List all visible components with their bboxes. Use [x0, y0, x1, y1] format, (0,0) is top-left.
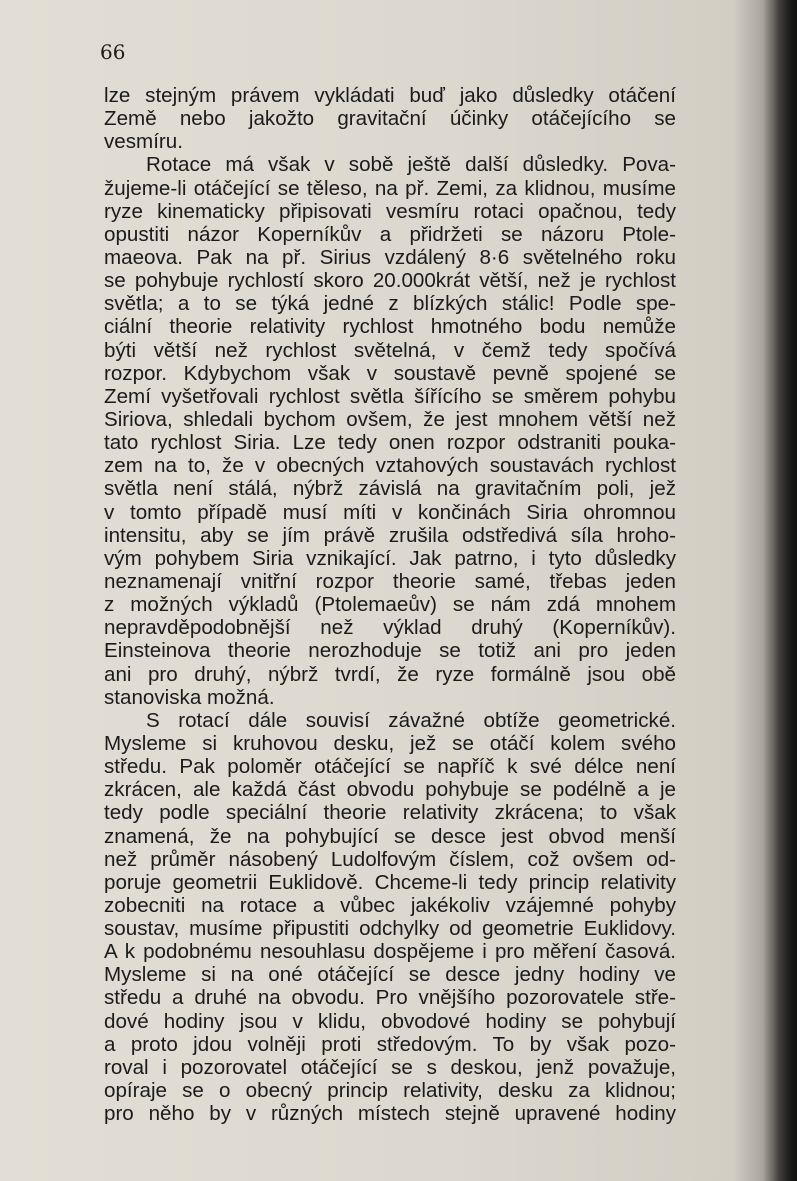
text-line: z možných výkladů (Ptolemaeův) se nám zdá mnohem — [104, 593, 676, 617]
text-line: ryze kinematicky připisovati vesmíru rotaci opačnou, tedy — [104, 199, 676, 223]
text-line: a proto jdou volněji proti středovým. To by však pozo- — [104, 1032, 676, 1056]
text-line: dové hodiny jsou v klidu, obvodové hodiny se pohybují — [104, 1009, 676, 1033]
text-line: vesmíru. — [104, 130, 183, 154]
text-line: pro něho by v různých místech stejně upravené hodiny — [104, 1102, 676, 1126]
text-line: rozpor. Kdybychom však v soustavě pevně spojené se — [104, 361, 676, 385]
text-line: lze stejným právem vykládati buď jako důsledky otáčení — [104, 84, 676, 107]
text-line: intensitu, aby se jím právě zrušila odstředivá síla hroho- — [104, 523, 676, 547]
text-line: v tomto případě musí míti v končinách Siria ohromnou — [104, 500, 676, 524]
text-line: vým pohybem Siria vznikající. Jak patrno, i tyto důsledky — [104, 546, 676, 570]
text-line: světla; a to se týká jedné z blízkých stálic! Podle spe- — [104, 292, 676, 316]
text-line: opustiti názor Koperníkův a přidržeti se názoru Ptole- — [104, 222, 676, 246]
text-line: znamená, že na pohybující se desce jest obvod menší — [104, 824, 676, 848]
text-line: Siriova, shledali bychom ovšem, že jest mnohem větší než — [104, 407, 676, 431]
text-line: ciální theorie relativity rychlost hmotného bodu nemůže — [104, 315, 676, 339]
text-line: maeova. Pak na př. Sirius vzdálený 8·6 světelného roku — [104, 245, 676, 269]
text-line: středu. Pak poloměr otáčející se napříč k své délce není — [104, 755, 676, 779]
text-line: Rotace má však v sobě ještě další důsledky. Pova- — [146, 153, 676, 177]
text-line: ani pro druhý, nýbrž tvrdí, že ryze formálně jsou obě — [104, 662, 676, 686]
text-line: stanoviska možná. — [104, 685, 275, 709]
text-line: nepravděpodobnější než výklad druhý (Koperníkův). — [104, 616, 676, 640]
text-line: Einsteinova theorie nerozhoduje se totiž ani pro jeden — [104, 639, 676, 663]
text-line: poruje geometrii Euklidově. Chceme-li tedy princip relativity — [104, 870, 676, 894]
text-line: neznamenají vnitřní rozpor theorie samé, třebas jeden — [104, 569, 676, 593]
text-line: opíraje se o obecný princip relativity, desku za klidnou; — [104, 1079, 676, 1103]
text-line: tedy podle speciální theorie relativity zkrácena; to však — [104, 801, 676, 825]
text-line: býti větší než rychlost světelná, v čemž tedy spočívá — [104, 338, 676, 362]
text-line: A k podobnému nesouhlasu dospějeme i pro měření časová. — [104, 940, 676, 964]
body-text — [104, 84, 676, 1125]
page-number: 66 — [100, 40, 126, 64]
text-line: Mysleme si kruhovou desku, jež se otáčí kolem svého — [104, 731, 676, 755]
text-line: zkrácen, ale každá část obvodu pohybuje se podélně a je — [104, 778, 676, 802]
text-line: středu a druhé na obvodu. Pro vnějšího pozorovatele stře- — [104, 986, 676, 1010]
text-line: než průměr násobený Ludolfovým číslem, což ovšem od- — [104, 847, 676, 871]
text-line: Mysleme si na oné otáčející se desce jedny hodiny ve — [104, 963, 676, 987]
text-line: světla není stálá, nýbrž závislá na gravitačním poli, jež — [104, 477, 676, 501]
text-line: roval i pozorovatel otáčející se s deskou, jenž považuje, — [104, 1055, 676, 1079]
text-line: tato rychlost Siria. Lze tedy onen rozpor odstraniti pouka- — [104, 431, 676, 455]
book-spine-shadow — [763, 0, 797, 1181]
text-line: soustav, musíme připustiti odchylky od geometrie Euklidovy. — [104, 917, 676, 941]
text-line: zobecniti na rotace a vůbec jakékoliv vzájemné pohyby — [104, 893, 676, 917]
text-line: žujeme-li otáčející se těleso, na př. Zemi, za klidnou, musíme — [104, 176, 676, 200]
text-line: Zemí vyšetřovali rychlost světla šířícího se směrem pohybu — [104, 384, 676, 408]
text-line: se pohybuje rychlostí skoro 20.000krát větší, než je rychlost — [104, 269, 676, 293]
text-line: Země nebo jakožto gravitační účinky otáčejícího se — [104, 107, 676, 131]
text-line: zem na to, že v obecných vztahových soustavách rychlost — [104, 454, 676, 478]
text-line: S rotací dále souvisí závažné obtíže geometrické. — [146, 708, 676, 732]
